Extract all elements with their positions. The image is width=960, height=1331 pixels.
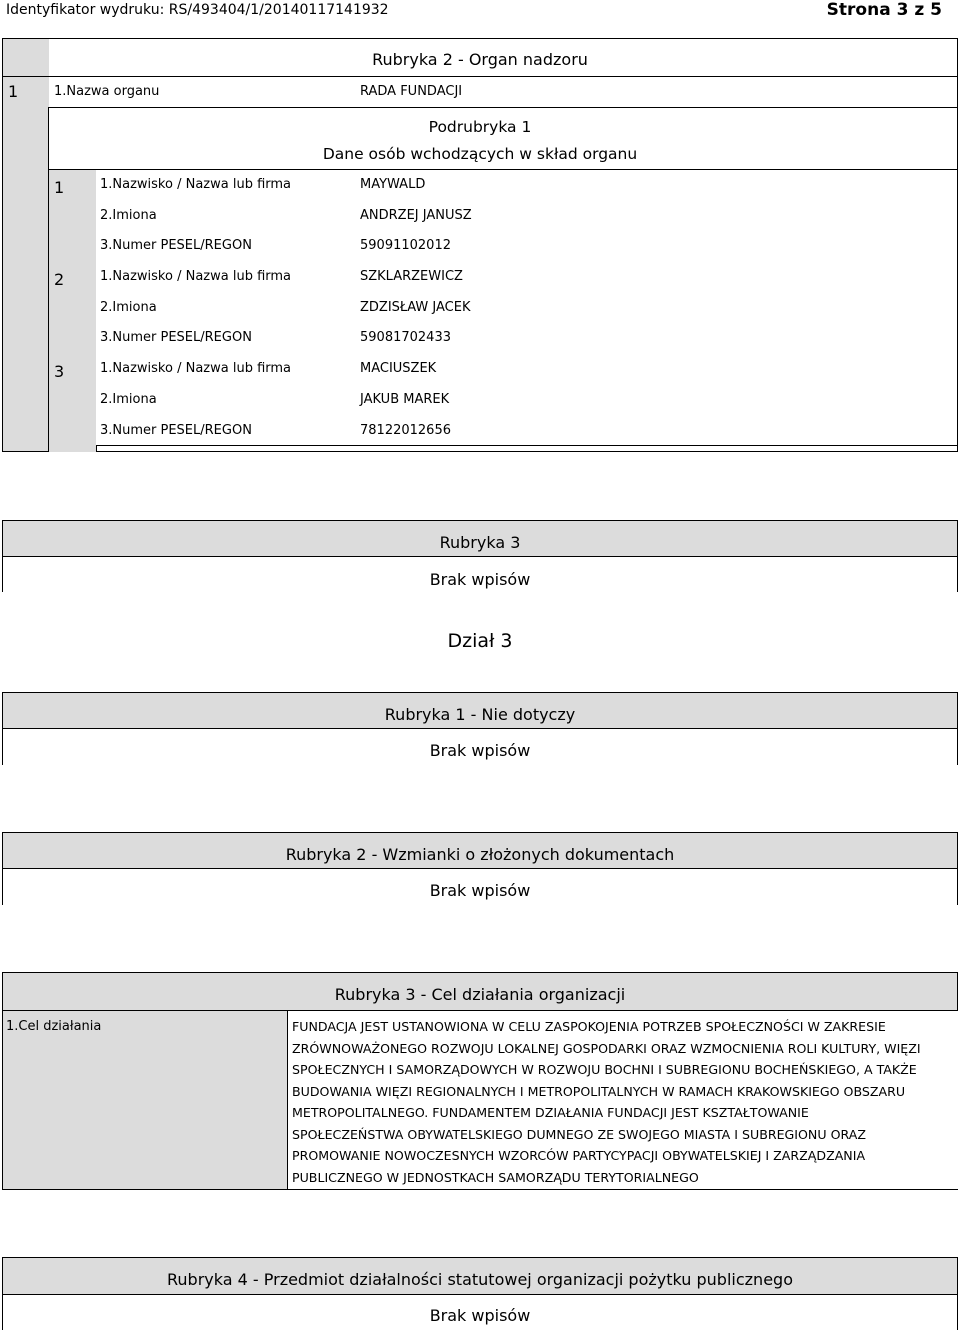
cel-line: PUBLICZNEGO W JEDNOSTKACH SAMORZĄDU TERYTORIALNEGO bbox=[292, 1169, 699, 1185]
rubryka3-empty: Brak wpisów bbox=[429, 570, 531, 589]
person-number-column bbox=[48, 170, 96, 452]
surname-value: MACIUSZEK bbox=[360, 361, 437, 376]
cel-line: FUNDACJA JEST USTANOWIONA W CELU ZASPOKOJENIA POTRZEB SPOŁECZNOŚCI W ZAKRESIE bbox=[292, 1019, 886, 1034]
pesel-label: 3.Numer PESEL/REGON bbox=[100, 238, 252, 253]
cel-line: PROMOWANIE NOWOCZESNYCH WZORCÓW PARTYCYPACJI OBYWATELSKIEJ I ZARZĄDZANIA bbox=[292, 1148, 866, 1163]
person-number: 2 bbox=[54, 270, 65, 289]
surname-value: SZKLARZEWICZ bbox=[360, 269, 463, 284]
dz3-rubryka3-title: Rubryka 3 - Cel działania organizacji bbox=[334, 985, 626, 1004]
pesel-label: 3.Numer PESEL/REGON bbox=[100, 423, 252, 438]
person-number: 1 bbox=[54, 178, 65, 197]
podrubryka-title: Podrubryka 1 bbox=[428, 118, 532, 136]
cel-title-divider bbox=[3, 1010, 958, 1011]
person-number: 3 bbox=[54, 362, 65, 381]
names-label: 2.Imiona bbox=[100, 208, 157, 223]
cel-line: METROPOLITALNEGO. FUNDAMENTEM DZIAŁANIA FUNDACJI JEST KSZTAŁTOWANIE bbox=[292, 1105, 809, 1120]
pesel-value: 78122012656 bbox=[360, 423, 451, 438]
dz3-rubryka4-title: Rubryka 4 - Przedmiot działalności statutowej organizacji pożytku publicznego bbox=[167, 1270, 793, 1289]
print-identifier: Identyfikator wydruku: RS/493404/1/20140117141932 bbox=[6, 2, 389, 18]
pesel-value: 59091102012 bbox=[360, 238, 451, 253]
surname-label: 1.Nazwisko / Nazwa lub firma bbox=[100, 269, 292, 284]
names-value: ANDRZEJ JANUSZ bbox=[360, 208, 472, 223]
surname-label: 1.Nazwisko / Nazwa lub firma bbox=[100, 361, 292, 376]
cel-label: 1.Cel działania bbox=[6, 1019, 102, 1034]
organ-row-number: 1 bbox=[8, 82, 19, 101]
names-label: 2.Imiona bbox=[100, 300, 157, 315]
organ-name-value: RADA FUNDACJI bbox=[360, 84, 463, 99]
cel-text bbox=[292, 1016, 954, 1188]
page-number: Strona 3 z 5 bbox=[826, 0, 942, 20]
dz3-rubryka1-empty: Brak wpisów bbox=[429, 741, 531, 760]
organ-title-divider bbox=[3, 76, 958, 77]
dz3-rubryka4-empty: Brak wpisów bbox=[429, 1306, 531, 1325]
cel-line: ZRÓWNOWAŻONEGO ROZWOJU LOKALNEJ GOSPODARKI ORAZ WZMOCNIENIA ROLI KULTURY, WIĘZI bbox=[292, 1040, 921, 1056]
dz3-rubryka1-title: Rubryka 1 - Nie dotyczy bbox=[384, 705, 576, 724]
organ-name-label: 1.Nazwa organu bbox=[54, 84, 160, 99]
dz3-rubryka2-empty: Brak wpisów bbox=[429, 881, 531, 900]
podrubryka-subtitle: Dane osób wchodzących w skład organu bbox=[322, 145, 638, 163]
dz3-rubryka2-title: Rubryka 2 - Wzmianki o złożonych dokumentach bbox=[285, 845, 675, 864]
surname-value: MAYWALD bbox=[360, 177, 426, 192]
organ-title: Rubryka 2 - Organ nadzoru bbox=[372, 50, 588, 69]
surname-label: 1.Nazwisko / Nazwa lub firma bbox=[100, 177, 292, 192]
dzial3-title: Dział 3 bbox=[447, 630, 513, 652]
cel-line: SPOŁECZEŃSTWA OBYWATELSKIEGO DUMNEGO ZE SWOJEGO MIASTA I SUBREGIONU ORAZ bbox=[292, 1126, 866, 1142]
podrubryka-footer-line bbox=[96, 445, 958, 452]
cel-line: BUDOWANIA WIĘZI REGIONALNYCH I METROPOLITALNYCH W RAMACH KRAKOWSKIEGO OBSZARU bbox=[292, 1083, 906, 1099]
podrubryka-divider bbox=[48, 169, 958, 170]
names-value: ZDZISŁAW JACEK bbox=[360, 300, 471, 315]
pesel-label: 3.Numer PESEL/REGON bbox=[100, 330, 252, 345]
cel-line: SPOŁECZNYCH I SAMORZĄDOWYCH W ROZWOJU BOCHNI I SUBREGIONU BOCHEŃSKIEGO, A TAKŻE bbox=[292, 1062, 917, 1077]
rubryka3-title: Rubryka 3 bbox=[439, 533, 521, 552]
pesel-value: 59081702433 bbox=[360, 330, 451, 345]
names-label: 2.Imiona bbox=[100, 392, 157, 407]
names-value: JAKUB MAREK bbox=[360, 392, 450, 407]
